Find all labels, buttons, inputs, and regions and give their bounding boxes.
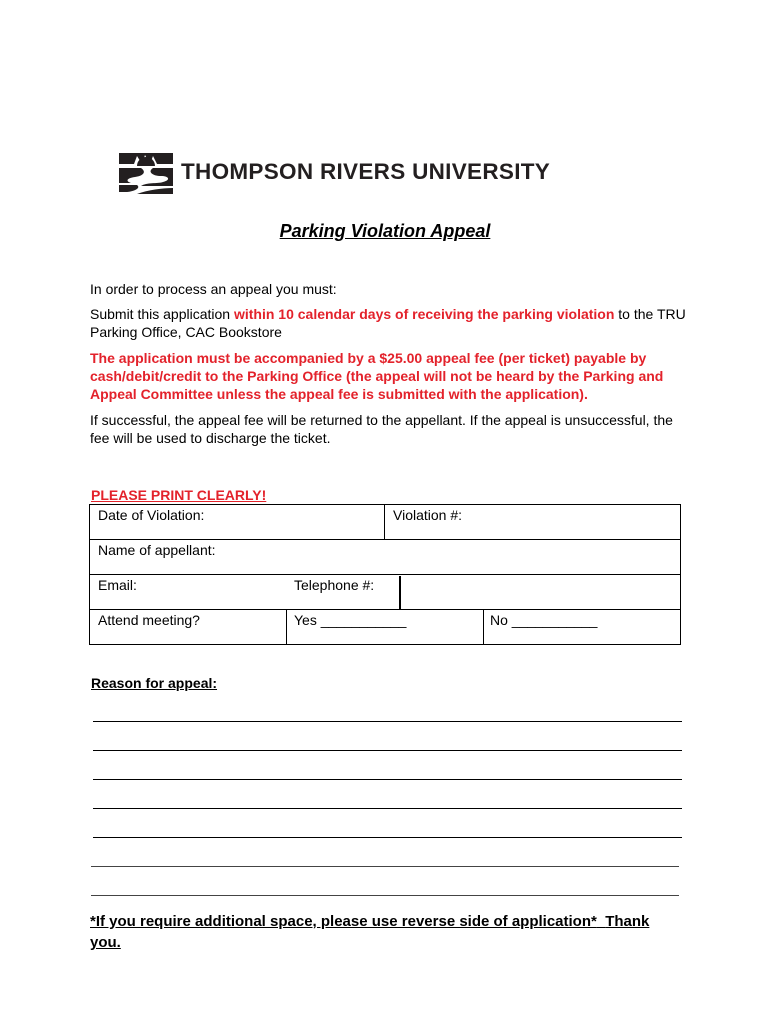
thank-you-text: Thank you. (90, 913, 650, 951)
page-title: Parking Violation Appeal (279, 221, 491, 241)
violation-number-field[interactable]: Violation #: (393, 507, 463, 523)
email-field[interactable]: Email: (98, 577, 137, 593)
appellant-form (89, 504, 681, 645)
refund-note: If successful, the appeal fee will be returned to the appellant. If the appeal is unsuccessful, the fee will be used to discharge the ticket. (90, 412, 673, 446)
date-of-violation-field[interactable]: Date of Violation: (98, 507, 205, 523)
submit-prefix: Submit this application (90, 306, 234, 322)
print-clearly-heading: PLEASE PRINT CLEARLY! (91, 487, 267, 503)
intro-text: In order to process an appeal you must: (90, 281, 337, 297)
reason-line[interactable] (93, 837, 682, 838)
appellant-name-field[interactable]: Name of appellant: (98, 542, 216, 558)
form-divider (90, 574, 680, 575)
telephone-field[interactable]: Telephone #: (294, 577, 375, 593)
logo-wordmark: THOMPSON RIVERS UNIVERSITY (181, 159, 551, 184)
reason-line[interactable] (93, 721, 682, 722)
form-divider (384, 505, 385, 539)
form-divider (90, 609, 680, 610)
reason-heading: Reason for appeal: (91, 675, 218, 691)
submit-suffix: to the TRU Parking Office, CAC Bookstore (90, 306, 686, 340)
reason-line[interactable] (93, 808, 682, 809)
submit-instruction (90, 305, 690, 341)
attend-yes-option[interactable]: Yes ___________ (294, 612, 407, 628)
form-divider (286, 609, 287, 644)
university-logo (117, 150, 667, 198)
reason-line[interactable] (93, 750, 682, 751)
form-divider (90, 539, 680, 540)
fee-notice: The application must be accompanied by a $25.00 appeal fee (per ticket) payable by cash/debit/credit to the Parking Office (the appeal will not be heard by the Parking and Appeal Committee unless the appeal fee is submitted with the application). (90, 350, 664, 402)
tru-emblem-icon (117, 150, 175, 198)
additional-space-note (90, 911, 680, 953)
attend-no-option[interactable]: No ___________ (490, 612, 598, 628)
reason-line[interactable] (91, 866, 679, 867)
additional-space-text: *If you require additional space, please use reverse side of application* (90, 913, 597, 930)
form-divider (399, 576, 401, 609)
submit-deadline: within 10 calendar days of receiving the parking violation (233, 306, 615, 322)
reason-line[interactable] (93, 779, 682, 780)
form-divider (483, 609, 484, 644)
attend-meeting-label: Attend meeting? (98, 612, 200, 628)
reason-line[interactable] (91, 895, 679, 896)
